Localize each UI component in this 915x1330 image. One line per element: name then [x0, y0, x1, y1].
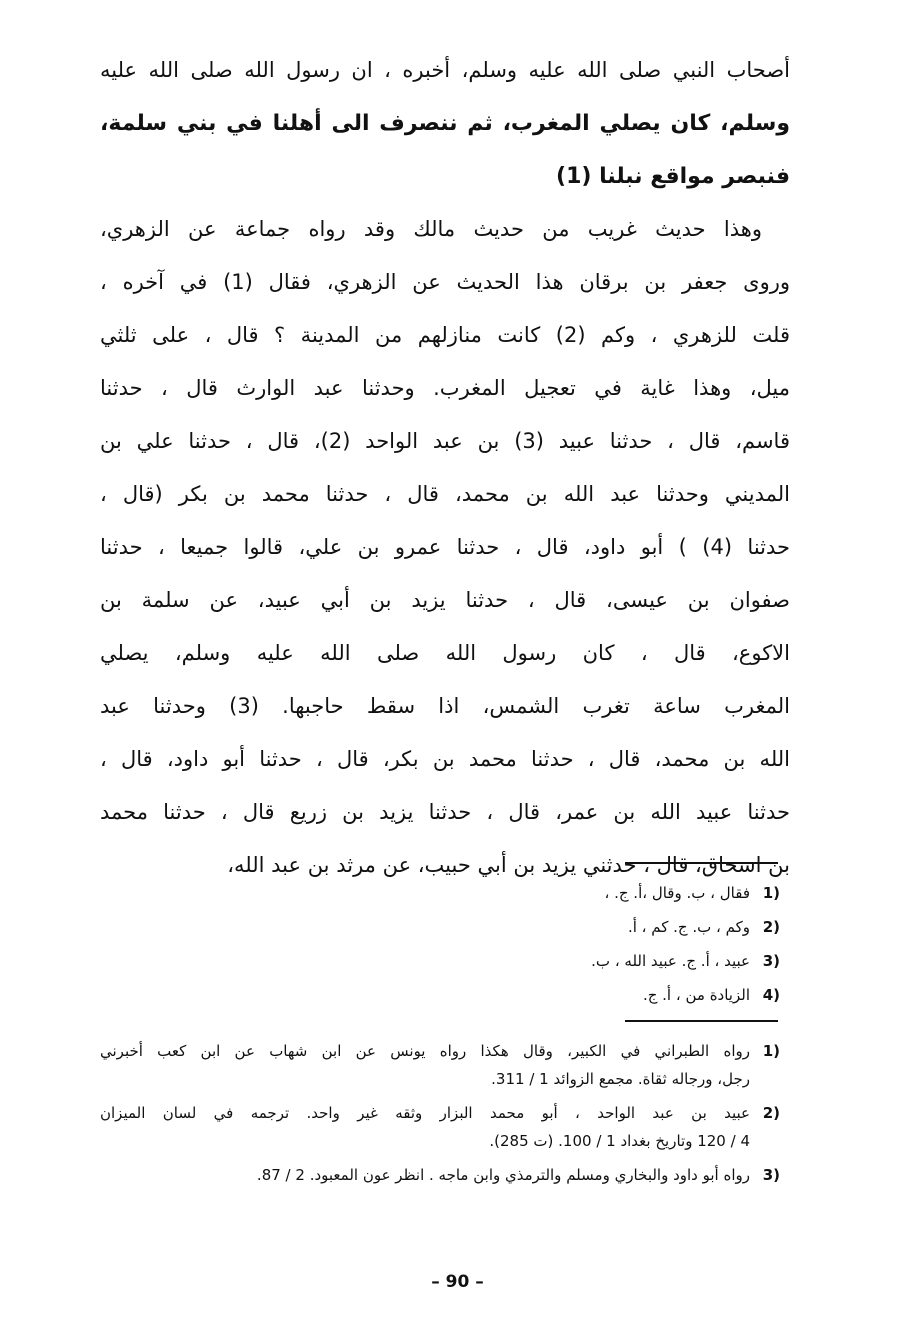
source-footnote — [100, 1161, 780, 1189]
footnote-text: عبيد ، أ. ج. عبيد الله ، ب. — [591, 952, 750, 970]
footnote-number: (1 — [762, 1042, 780, 1060]
footnote-line: رواه أبو داود والبخاري ومسلم والترمذي وابن ماجه . انظر عون المعبود. 2 / 87. — [256, 1166, 750, 1184]
text-line: وسلم، كان يصلي المغرب، ثم ننصرف الى أهلنا في بني سلمة، — [100, 111, 790, 136]
text-line: صفوان بن عيسى، قال ، حدثنا يزيد بن أبي عبيد، عن سلمة بن — [100, 588, 790, 612]
footnote-separator-bottom — [625, 1020, 778, 1022]
text-line: حدثنا عبيد الله بن عمر، قال ، حدثنا يزيد بن زريع قال ، حدثنا محمد — [100, 800, 790, 824]
footnote-number: (3 — [762, 1166, 780, 1184]
source-footnote — [100, 1099, 780, 1155]
footnote-separator-top — [625, 862, 778, 864]
text-line: ميل، وهذا غاية في تعجيل المغرب. وحدثنا عبد الوارث قال ، حدثنا — [100, 376, 790, 400]
text-line: فنبصر مواقع نبلنا (1) — [556, 164, 790, 189]
footnote-number: (2 — [762, 1104, 780, 1122]
text-line: قلت للزهري ، وكم (2) كانت منازلهم من المدينة ؟ قال ، على ثلثي — [100, 323, 790, 347]
text-line: حدثنا (4) ) أبو داود، قال ، حدثنا عمرو بن علي، قالوا جميعا ، حدثنا — [100, 535, 790, 559]
text-line: بن اسحاق، قال ، حدثني يزيد بن أبي حبيب، عن مرثد بن عبد الله، — [227, 853, 790, 877]
footnote-body — [100, 1161, 750, 1189]
main-text-body — [100, 44, 790, 892]
text-line: المغرب ساعة تغرب الشمس، اذا سقط حاجبها. (3) وحدثنا عبد — [100, 694, 790, 718]
text-line: وروى جعفر بن برقان هذا الحديث عن الزهري، فقال (1) في آخره ، — [100, 270, 790, 294]
footnote-line: رواه الطبراني في الكبير، وقال هكذا رواه يونس عن ابن شهاب عن ابن كعب أخبرني — [100, 1042, 750, 1060]
text-line: أصحاب النبي صلى الله عليه وسلم، أخبره ، ان رسول الله صلى الله عليه — [100, 58, 790, 82]
source-footnote — [100, 1037, 780, 1093]
page-number: – 90 – — [431, 1272, 484, 1292]
footnote-line: عبيد بن عبد الواحد ، أبو محمد البزار وثقه غير واحد. ترجمه في لسان الميزان — [100, 1104, 750, 1122]
text-line: الاكوع، قال ، كان رسول الله صلى الله عليه وسلم، يصلي — [100, 641, 790, 665]
footnote-text: فقال ، ب. وقال ،أ. ج. ، — [604, 884, 750, 902]
variant-footnotes — [480, 876, 780, 1012]
footnote-number: (4 — [762, 986, 780, 1004]
footnote-line: رجل، ورجاله ثقاة. مجمع الزوائد 1 / 311. — [491, 1070, 750, 1088]
footnote-body — [100, 1099, 750, 1155]
footnote-body — [100, 1037, 750, 1093]
footnote-text: وكم ، ب. ج. كم ، أ. — [627, 918, 750, 936]
source-footnotes — [100, 1037, 780, 1195]
variant-footnote — [480, 978, 780, 1012]
variant-footnote — [480, 910, 780, 944]
text-line: وهذا حديث غريب من حديث مالك وقد رواه جماعة عن الزهري، — [100, 217, 762, 241]
text-line: الله بن محمد، قال ، حدثنا محمد بن بكر، قال ، حدثنا أبو داود، قال ، — [100, 747, 790, 771]
footnote-number: (2 — [762, 918, 780, 936]
footnote-line: 4 / 120 وتاريخ بغداد 1 / 100. (ت 285). — [489, 1132, 750, 1150]
variant-footnote — [480, 944, 780, 978]
variant-footnote — [480, 876, 780, 910]
text-line: قاسم، قال ، حدثنا عبيد (3) بن عبد الواحد (2)، قال ، حدثنا علي بن — [100, 429, 790, 453]
footnote-number: (1 — [762, 884, 780, 902]
footnote-text: الزيادة من ، أ. ج. — [642, 986, 750, 1004]
footnote-number: (3 — [762, 952, 780, 970]
text-line: المديني وحدثنا عبد الله بن محمد، قال ، حدثنا محمد بن بكر (قال ، — [100, 482, 790, 506]
